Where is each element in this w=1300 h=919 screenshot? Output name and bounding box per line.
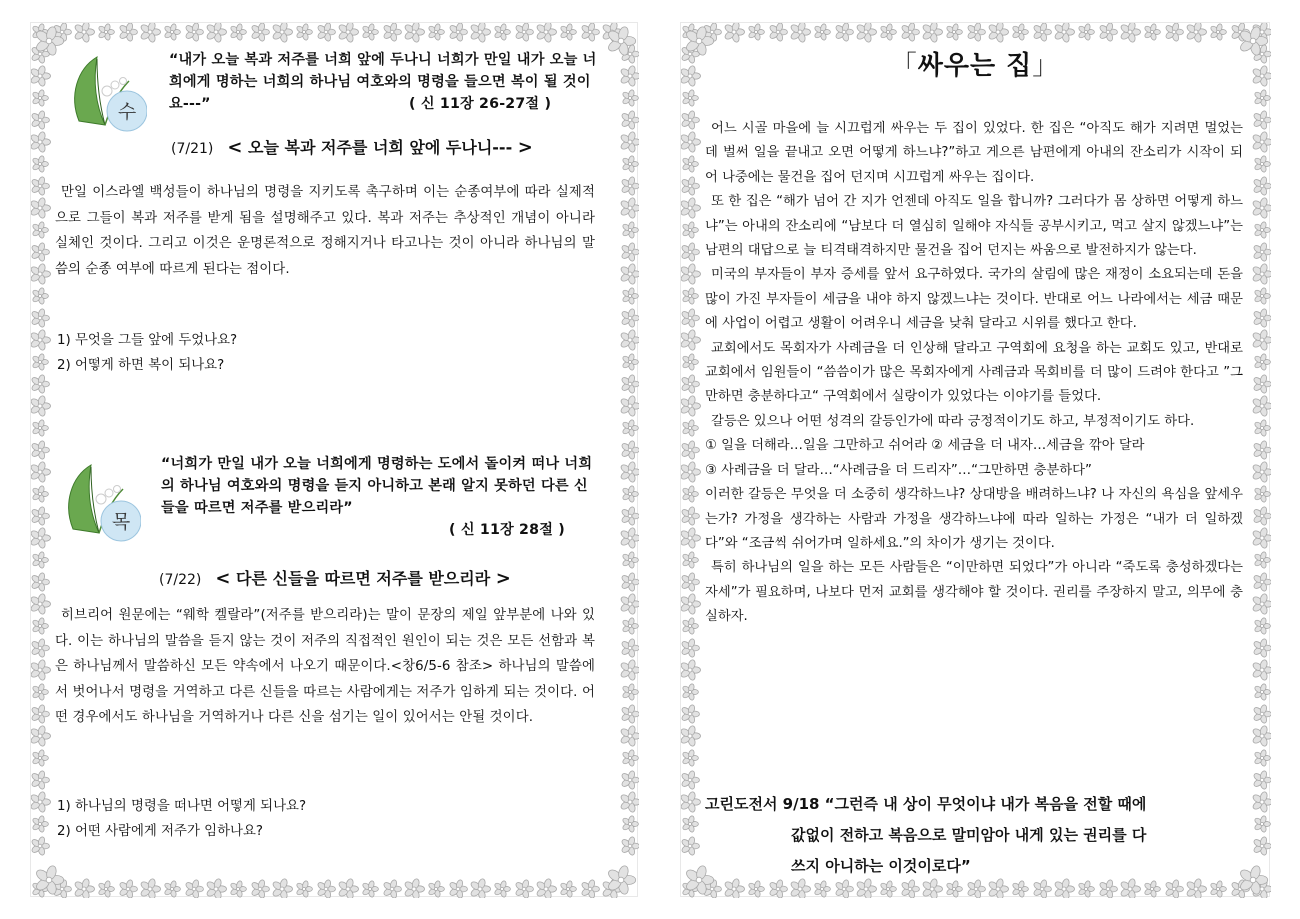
frame-flower: [621, 572, 639, 592]
frame-flower: [620, 791, 639, 813]
frame-flower: [681, 461, 701, 483]
section-title-1: (7/21) < 오늘 복과 저주를 너희 앞에 두나니--- >: [171, 137, 533, 158]
frame-flower: [404, 23, 425, 43]
date-label: (7/22): [159, 572, 202, 588]
frame-flower: [622, 221, 639, 239]
frame-flower: [1254, 287, 1271, 305]
frame-flower: [1254, 419, 1271, 437]
frame-flower: [682, 419, 699, 437]
frame-flower: [1012, 880, 1029, 898]
section-title-2: (7/22) < 다른 신들을 따르면 저주를 받으리라 >: [159, 568, 511, 589]
frame-flower: [31, 395, 51, 417]
frame-flower: [362, 23, 379, 41]
frame-flower: [1254, 617, 1271, 635]
frame-flower: [606, 865, 635, 896]
frame-flower: [1231, 23, 1250, 42]
section-title-text: 다른 신들을 따르면 저주를 받으리라: [236, 569, 491, 588]
left-page: [30, 22, 638, 897]
frame-flower: [681, 308, 699, 328]
frame-flower: [1252, 527, 1271, 549]
frame-flower: [682, 155, 699, 173]
frame-flower: [34, 26, 63, 57]
frame-flower: [32, 221, 49, 239]
frame-flower: [1253, 572, 1271, 592]
article-paragraph: 미국의 부자들이 부자 증세를 앞서 요구하였다. 국가의 살림에 많은 재정이 소요되는데 돈을 많이 가진 부자들이 세금을 내야 하지 않겠느냐는 것이다. 반대로 어느 나라에서는 세금 때문에 사업이 어렵고 생활이 어려우니 세금을 낮춰 달라고 시위를 했다고 한다.: [705, 267, 1243, 332]
frame-flower: [622, 749, 639, 767]
frame-flower: [1078, 880, 1095, 898]
frame-flower: [32, 551, 49, 569]
frame-flower: [988, 23, 1009, 43]
frame-flower: [748, 23, 765, 41]
frame-flower: [967, 23, 986, 42]
section-title-text: 오늘 복과 저주를 너희 앞에 두나니---: [248, 138, 513, 157]
frame-flower: [621, 638, 639, 658]
frame-flower: [296, 880, 313, 898]
scripture-quote-2: [161, 453, 593, 519]
frame-flower: [621, 440, 639, 460]
frame-flower: [681, 329, 701, 351]
article-paragraph: 특히 하나님의 일을 하는 모든 사람들은 “이만하면 되었다”가 아니라 “죽도록 충성하겠다는 자세”가 필요하며, 나보다 먼저 교회를 생각해야 할 것이다. 권리를 주장하지 말고, 의무에 충실하자.: [705, 560, 1243, 625]
frame-flower: [622, 353, 639, 371]
frame-flower: [622, 617, 639, 635]
frame-flower: [1254, 551, 1271, 569]
frame-flower: [681, 197, 701, 219]
frame-flower: [449, 879, 468, 898]
frame-flower: [681, 131, 701, 153]
frame-flower: [681, 593, 701, 615]
frame-flower: [621, 242, 639, 262]
frame-flower: [1252, 395, 1271, 417]
frame-flower: [880, 23, 897, 41]
frame-flower: [946, 23, 963, 41]
frame-flower: [164, 23, 181, 41]
frame-flower: [856, 23, 877, 43]
frame-flower: [682, 551, 699, 569]
frame-flower: [1253, 242, 1271, 262]
article-paragraph: 어느 시골 마을에 늘 시끄럽게 싸우는 두 집이 있었다. 한 집은 “아직도 해가 지려면 멀었는데 벌써 일을 끝내고 오면 어떻게 하느냐?”하고 게으른 남편에게 아내의 잔소리가 시작이 되어 나중에는 물건을 집어 던지며 시끄럽게 싸우는 집이다.: [705, 121, 1243, 185]
frame-flower: [536, 23, 557, 43]
article-paragraph: 이러한 갈등은 무엇을 더 소중히 생각하느냐? 상대방을 배려하느냐? 나 자신의 욕심을 앞세우는가? 가정을 생각하는 사람과 가정을 생각하느냐에 따라 일하는 가정은 “내가 더 일하겠다”와 “조금씩 쉬어가며 일하세요.”의 차이가 생기는 것이다.: [705, 487, 1243, 551]
frame-flower: [31, 506, 49, 526]
frame-flower: [621, 704, 639, 724]
frame-flower: [230, 23, 247, 41]
frame-flower: [1012, 23, 1029, 41]
frame-flower: [31, 263, 51, 285]
frame-flower: [621, 110, 639, 130]
frame-flower: [682, 749, 699, 767]
frame-flower: [682, 617, 699, 635]
frame-flower: [560, 880, 577, 898]
frame-flower: [1253, 770, 1271, 790]
frame-flower: [790, 23, 811, 43]
frame-flower: [470, 23, 491, 43]
right-page: [680, 22, 1270, 897]
frame-flower: [119, 23, 138, 42]
frame-flower: [620, 593, 639, 615]
frame-flower: [31, 725, 51, 747]
frame-flower: [620, 131, 639, 153]
conflict-list-item: ① 일을 더해라…일을 그만하고 쉬어라 ② 세금을 더 내자…세금을 깎아 달라: [705, 438, 1145, 454]
frame-flower: [32, 23, 49, 41]
frame-flower: [622, 419, 639, 437]
frame-flower: [1253, 638, 1271, 658]
frame-flower: [206, 23, 227, 43]
frame-flower: [1210, 23, 1227, 41]
article-title: [681, 45, 1269, 82]
frame-flower: [1253, 110, 1271, 130]
frame-flower: [621, 770, 639, 790]
verse-line: 값없이 전하고 복음으로 말미암아 내게 있는 권리를 다: [791, 826, 1147, 844]
frame-flower: [74, 23, 95, 43]
frame-flower: [470, 878, 491, 898]
reference-text: ( 신 11장 26-27절 ): [409, 96, 552, 112]
frame-flower: [31, 440, 49, 460]
frame-flower: [1252, 461, 1271, 483]
frame-flower: [621, 506, 639, 526]
frame-flower: [1253, 374, 1271, 394]
frame-flower: [814, 880, 831, 898]
frame-flower: [296, 23, 313, 41]
frame-flower: [1252, 593, 1271, 615]
frame-flower: [814, 23, 831, 41]
frame-flower: [1144, 23, 1161, 41]
frame-flower: [32, 353, 49, 371]
frame-flower: [1253, 440, 1271, 460]
frame-flower: [338, 23, 359, 43]
frame-flower: [682, 815, 699, 833]
frame-flower: [681, 725, 701, 747]
frame-flower: [32, 683, 49, 701]
frame-flower: [1252, 329, 1271, 351]
scripture-reference-1: [409, 93, 609, 115]
frame-flower: [32, 815, 49, 833]
frame-flower: [681, 374, 699, 394]
frame-flower: [560, 23, 577, 41]
frame-flower: [681, 704, 699, 724]
frame-flower: [681, 440, 699, 460]
frame-flower: [1099, 23, 1118, 42]
frame-flower: [681, 638, 699, 658]
frame-flower: [622, 683, 639, 701]
frame-flower: [880, 880, 897, 898]
frame-flower: [621, 44, 639, 64]
section-body-1: [55, 180, 595, 282]
frame-flower: [34, 865, 63, 896]
frame-flower: [1253, 704, 1271, 724]
article-body: [705, 117, 1243, 630]
quote-text: “너희가 만일 내가 오늘 너희에게 명령하는 도에서 돌이켜 떠나 너희의 하나님 여호와의 명령을 듣지 아니하고 본래 알지 못하던 다른 신들을 따르면 저주를 받으리라”: [161, 456, 593, 516]
frame-flower: [682, 485, 699, 503]
frame-flower: [724, 23, 745, 43]
title-close-bracket: 」: [1032, 51, 1060, 81]
frame-flower: [1254, 683, 1271, 701]
frame-flower: [681, 263, 701, 285]
frame-flower: [681, 506, 699, 526]
frame-flower: [428, 23, 445, 41]
question-item: 2) 어떤 사람에게 저주가 임하나요?: [57, 824, 264, 839]
frame-flower: [317, 879, 336, 898]
questions-2: [57, 794, 306, 844]
frame-flower: [338, 878, 359, 898]
frame-flower: [1078, 23, 1095, 41]
frame-flower: [681, 659, 701, 681]
title-open-bracket: 「: [890, 51, 918, 81]
frame-flower: [31, 65, 51, 87]
frame-flower: [251, 23, 270, 42]
frame-flower: [622, 89, 639, 107]
frame-flower: [31, 791, 51, 813]
frame-flower: [31, 572, 49, 592]
frame-flower: [31, 110, 49, 130]
frame-flower: [383, 23, 402, 42]
frame-flower: [681, 572, 699, 592]
question-item: 2) 어떻게 하면 복이 되나요?: [57, 358, 225, 373]
frame-flower: [32, 880, 49, 898]
frame-flower: [1186, 23, 1207, 43]
frame-flower: [164, 880, 181, 898]
frame-flower: [1254, 353, 1271, 371]
frame-flower: [606, 26, 635, 57]
frame-flower: [1253, 176, 1271, 196]
date-label: (7/21): [171, 141, 214, 157]
frame-flower: [31, 638, 49, 658]
frame-flower: [1254, 155, 1271, 173]
frame-flower: [1254, 749, 1271, 767]
frame-flower: [1252, 725, 1271, 747]
frame-flower: [98, 880, 115, 898]
frame-flower: [1033, 23, 1052, 42]
frame-flower: [622, 155, 639, 173]
frame-flower: [681, 836, 699, 856]
frame-flower: [31, 242, 49, 262]
frame-flower: [1254, 485, 1271, 503]
frame-flower: [251, 879, 270, 898]
frame-flower: [1144, 880, 1161, 898]
frame-flower: [515, 23, 534, 42]
section-body-2: [55, 603, 595, 731]
frame-flower: [140, 878, 161, 898]
article-paragraph: 갈등은 있으나 어떤 성격의 갈등인가에 따라 긍정적이기도 하고, 부정적이기도 하다.: [711, 413, 1195, 429]
frame-flower: [946, 880, 963, 898]
frame-flower: [620, 461, 639, 483]
frame-flower: [922, 23, 943, 43]
frame-flower: [1252, 197, 1271, 219]
frame-flower: [622, 551, 639, 569]
frame-flower: [682, 89, 699, 107]
frame-flower: [32, 287, 49, 305]
frame-flower: [32, 749, 49, 767]
icon-char-mok: 목: [111, 511, 131, 533]
lily-leaf-icon: [61, 459, 141, 549]
questions-1: [57, 328, 237, 378]
icon-char-su: 수: [117, 101, 137, 123]
frame-flower: [681, 791, 701, 813]
frame-flower: [74, 878, 95, 898]
frame-flower: [835, 23, 854, 42]
frame-flower: [1120, 23, 1141, 43]
body-text: 만일 이스라엘 백성들이 하나님의 명령을 지키도록 촉구하며 이는 순종여부에 따라 실제적으로 그들이 복과 저주를 받게 됨을 설명해주고 있다. 복과 저주는 추상적인 개념이 아니라 실체인 것이다. 그리고 이것은 운명론적으로 정해지거나 타고나는 것이 아니라 하나님의 말씀의 순종 여부에 따르게 된다는 점이다.: [55, 185, 595, 277]
frame-flower: [1253, 308, 1271, 328]
frame-flower: [383, 879, 402, 898]
lily-leaf-icon: [67, 51, 147, 141]
frame-flower: [31, 461, 51, 483]
verse-line: 고린도전서 9/18 “그런즉 내 상이 무엇이냐 내가 복음을 전할 때에: [705, 795, 1147, 813]
frame-flower: [620, 329, 639, 351]
frame-flower: [620, 725, 639, 747]
frame-flower: [53, 879, 72, 898]
frame-flower: [682, 221, 699, 239]
frame-flower: [53, 23, 72, 42]
frame-flower: [1254, 221, 1271, 239]
quote-text: “내가 오늘 복과 저주를 너희 앞에 두나니 너희가 만일 내가 오늘 너희에게 명하는 너희의 하나님 여호와의 명령을 들으면 복이 될 것이요---”: [169, 52, 597, 112]
frame-flower: [31, 659, 51, 681]
frame-flower: [620, 395, 639, 417]
frame-flower: [621, 308, 639, 328]
frame-flower: [682, 683, 699, 701]
frame-flower: [185, 23, 204, 42]
frame-flower: [682, 287, 699, 305]
frame-flower: [98, 23, 115, 41]
frame-flower: [1252, 23, 1271, 43]
frame-flower: [31, 131, 51, 153]
frame-flower: [1253, 836, 1271, 856]
frame-flower: [602, 23, 623, 43]
frame-flower: [769, 23, 788, 42]
frame-flower: [1252, 131, 1271, 153]
frame-flower: [31, 593, 51, 615]
frame-flower: [682, 353, 699, 371]
frame-flower: [317, 23, 336, 42]
frame-flower: [536, 878, 557, 898]
frame-flower: [31, 197, 51, 219]
frame-flower: [621, 836, 639, 856]
frame-flower: [32, 155, 49, 173]
frame-flower: [32, 419, 49, 437]
frame-flower: [602, 878, 623, 898]
frame-flower: [682, 23, 699, 41]
conflict-list-item: ③ 사례금을 더 달라…“사례금을 더 드리자”…“그만하면 충분하다”: [705, 462, 1092, 478]
frame-flower: [581, 23, 600, 42]
frame-flower: [32, 617, 49, 635]
frame-flower: [622, 815, 639, 833]
frame-flower: [1254, 89, 1271, 107]
frame-flower: [404, 878, 425, 898]
scripture-reference-2: [449, 519, 599, 541]
reference-text: ( 신 11장 28절 ): [449, 522, 565, 538]
frame-flower: [140, 23, 161, 43]
title-text: 싸우는 집: [917, 51, 1033, 81]
verse-line: 쓰지 아니하는 이것이로다”: [791, 857, 971, 875]
frame-flower: [31, 374, 49, 394]
frame-flower: [31, 527, 51, 549]
frame-flower: [748, 880, 765, 898]
frame-flower: [449, 23, 468, 42]
frame-flower: [621, 374, 639, 394]
frame-flower: [31, 704, 49, 724]
frame-flower: [119, 879, 138, 898]
body-text: 히브리어 원문에는 “웨학 켈랄라”(저주를 받으리라)는 말이 문장의 제일 앞부분에 나와 있다. 이는 하나님의 말씀을 듣지 않는 것이 저주의 직접적인 원인이 되는 것은 모든 선함과 복은 하나님께서 말씀하신 모든 약속에서 나오기 때문이다.<창6/5-6 참조> 하나님의 말씀에서 벗어나서 명령을 거역하고 다른 신들을 따르는 사람에게는 저주가 임하게 되는 것이다. 어떤 경우에서도 하나님을 거역하거나 다른 신을 섬기는 일이 있어서는 안될 것이다.: [55, 608, 595, 725]
frame-flower: [1210, 880, 1227, 898]
frame-flower: [682, 880, 699, 898]
frame-flower: [620, 527, 639, 549]
frame-flower: [681, 110, 699, 130]
frame-flower: [622, 287, 639, 305]
frame-flower: [681, 527, 701, 549]
frame-flower: [681, 770, 699, 790]
frame-flower: [31, 176, 49, 196]
frame-flower: [1252, 263, 1271, 285]
frame-flower: [31, 329, 51, 351]
frame-flower: [681, 176, 699, 196]
question-item: 1) 하나님의 명령을 떠나면 어떻게 되나요?: [57, 799, 307, 814]
frame-flower: [31, 770, 49, 790]
frame-flower: [362, 880, 379, 898]
frame-flower: [703, 23, 722, 42]
frame-flower: [428, 880, 445, 898]
frame-flower: [31, 836, 49, 856]
frame-flower: [494, 23, 511, 41]
frame-flower: [1165, 23, 1184, 42]
frame-flower: [32, 89, 49, 107]
article-paragraph: 교회에서도 목회자가 사례금을 더 인상해 달라고 구역회에 요청을 하는 교회도 있고, 반대로 교회에서 임원들이 “씀씀이가 많은 목회자에게 사례금과 목회비를 더 많이 드려야 한다고 ”그만하면 충분하다고“ 구역회에서 실랑이가 있었다는 이야기를 들었다.: [705, 340, 1243, 405]
question-item: 1) 무엇을 그들 앞에 두었나요?: [57, 333, 238, 348]
frame-flower: [206, 878, 227, 898]
frame-flower: [581, 879, 600, 898]
frame-flower: [230, 880, 247, 898]
frame-flower: [1254, 815, 1271, 833]
frame-flower: [1252, 878, 1271, 898]
frame-flower: [620, 263, 639, 285]
frame-flower: [272, 23, 293, 43]
article-paragraph: 또 한 집은 “해가 넘어 간 지가 언젠데 아직도 일을 합니까? 그러다가 몸 상하면 어떻게 하느냐”는 아내의 잔소리에 “남보다 더 열심히 일해야 자식들 공부시키고, 먹고 살지 않겠느냐”는 남편의 대답으로 늘 티격태격하지만 물건을 집어 던지는 싸움으로 발전하지가 않는다.: [705, 194, 1243, 259]
frame-flower: [620, 197, 639, 219]
frame-flower: [185, 879, 204, 898]
frame-flower: [31, 308, 49, 328]
frame-flower: [681, 242, 699, 262]
frame-flower: [1054, 23, 1075, 43]
frame-flower: [621, 176, 639, 196]
frame-flower: [31, 44, 49, 64]
frame-flower: [681, 395, 701, 417]
frame-flower: [272, 878, 293, 898]
frame-flower: [32, 485, 49, 503]
frame-flower: [620, 659, 639, 681]
frame-flower: [901, 23, 920, 42]
frame-flower: [1252, 791, 1271, 813]
frame-flower: [1252, 659, 1271, 681]
frame-flower: [1253, 506, 1271, 526]
frame-flower: [494, 880, 511, 898]
frame-flower: [622, 485, 639, 503]
frame-flower: [515, 879, 534, 898]
frame-flower: [620, 65, 639, 87]
closing-verse: [705, 789, 1245, 882]
